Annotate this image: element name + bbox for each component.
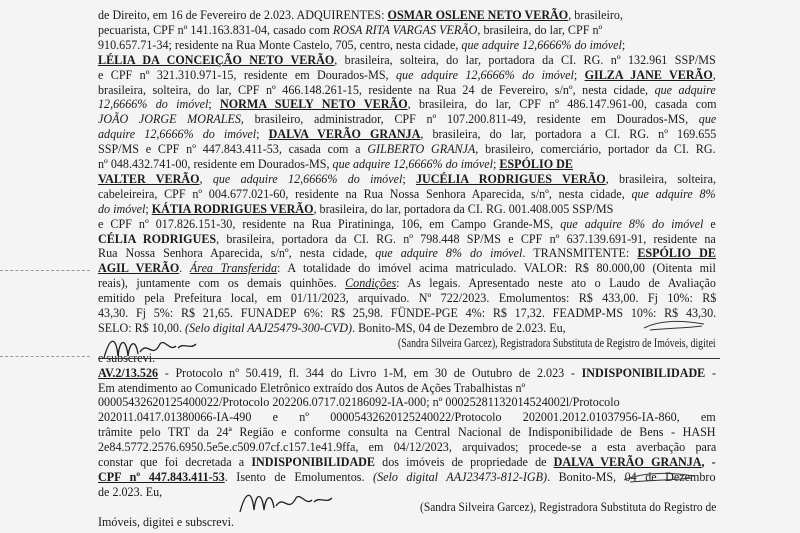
document-line <box>98 113 716 127</box>
text-run: ; <box>573 67 585 82</box>
text-run: - Protocolo nº 50.419, fl. 344 do Livro 1-M, em 30 de Outubro de 2.023 - <box>158 365 582 380</box>
binding-edge-mark <box>0 270 90 271</box>
document-line <box>98 307 716 321</box>
text-run: DALVA VERÃO GRANJA <box>553 455 702 469</box>
text-run: SSP/MS e CPF nº 447.843.411-53, casada com a <box>98 142 368 157</box>
text-run: (Selo digital AAJ23473-812-IGB) <box>373 469 548 484</box>
text-run: KÁTIA RODRIGUES VERÃO <box>151 201 314 216</box>
text-run: (Sandra Silveira Garcez), Registradora Substituta do Registro de <box>420 499 717 514</box>
document-line <box>98 233 716 247</box>
document-line <box>98 218 716 232</box>
document-line <box>98 486 162 500</box>
text-run: , <box>199 171 213 186</box>
handwritten-signature <box>236 482 336 522</box>
text-run: 12,6666% do imóvel <box>98 97 209 112</box>
text-run: INDISPONIBILIDADE <box>251 455 375 469</box>
text-run: do imóvel <box>98 201 146 216</box>
text-run: trâmite pelo TRT da 24ª Região e conforme consulta na Central Nacional de Indisponibilidade de Bens - HASH <box>98 425 716 440</box>
text-run: (Sandra Silveira Garcez), Registradora Substituta de Registro de Imóveis, digitei <box>398 335 716 350</box>
text-run: que adquire 8% do imóvel <box>560 216 704 231</box>
document-line <box>98 277 716 291</box>
text-run: 43,30. Fj 5%: R$ 21,65. FUNADEP 6%: R$ 25,98. FÜNDE-PGE 4%: R$ 17,32. FEADMP-MS 10%: R$ 43,30. <box>98 306 717 320</box>
document-line <box>98 292 716 306</box>
binding-edge-mark <box>0 356 90 357</box>
text-run: que adquire <box>654 82 716 97</box>
document-line <box>98 39 625 53</box>
text-run: CÉLIA RODRIGUES <box>98 231 217 246</box>
document-line <box>98 98 717 112</box>
text-run: LÉLIA DA CONCEIÇÃO NETO VERÃO <box>98 52 335 67</box>
text-run: , brasileira, do lar, CPF nº 486.147.961-00, casada com <box>407 97 717 112</box>
document-line <box>98 9 623 23</box>
text-run: NORMA SUELY NETO VERÃO <box>220 97 408 112</box>
text-run: GILBERTO GRANJA <box>367 142 476 157</box>
text-run: dos imóveis de propriedade de <box>374 455 554 469</box>
text-run: constar que foi decretada a <box>98 455 252 469</box>
document-line <box>398 337 716 351</box>
text-run: AGIL VERÃO <box>98 261 180 276</box>
document-line <box>98 441 716 455</box>
text-run: reais), juntamente com os demais quinhões. <box>98 276 346 291</box>
document-line <box>98 24 602 38</box>
document-line <box>98 54 716 68</box>
text-run: e <box>703 216 716 231</box>
document-line <box>98 382 525 396</box>
text-run: Imóveis, digitei e subscrevi. <box>98 514 235 529</box>
text-run: que adquire 12,6666% do imóvel <box>212 171 403 186</box>
text-run: ROSA RITA VARGAS VERÃO <box>332 22 478 37</box>
document-line <box>420 501 716 515</box>
text-run: que adquire 12,6666% do imóvel <box>461 37 622 52</box>
text-run: - <box>705 365 716 380</box>
document-line <box>98 128 716 142</box>
handwritten-flourish <box>640 316 710 336</box>
text-run: e CPF nº 321.310.971-15, residente em Dourados-MS, <box>98 67 396 82</box>
text-run: . Bonito-MS, 04 de Dezembro <box>547 469 716 484</box>
text-run: JOÃO JORGE MORALES <box>98 112 241 127</box>
text-run: 910.657.71-34; residente na Rua Monte Castelo, 705, centro, nesta cidade, <box>98 37 462 52</box>
text-run: , brasileira, solteira, do lar, portadora da CI. RG. nº 132.961 SSP/MS <box>334 52 716 67</box>
text-run: , brasileira, do lar, CPF nº <box>477 22 603 37</box>
text-run: brasileira, solteira, do lar, CPF nº 466.148.261-15, residente na Rua 24 de Fevereiro, s/nº, nesta cidade, <box>98 82 655 97</box>
text-run: Em atendimento ao Comunicado Eletrônico extraído dos Autos de Ações Trabalhistas nº <box>98 380 526 395</box>
text-run: e CPF nº 017.826.151-30, residente na Rua Piratininga, 106, em Campo Grande-MS, <box>98 216 561 231</box>
text-run: AV.2/13.526 <box>98 365 159 380</box>
text-run: e subscrevi. <box>98 350 156 365</box>
text-run: CPF nº 447.843.411-53 <box>98 469 225 484</box>
text-run: , brasileira, portadora da CI. RG. nº 798.448 SP/MS e CPF nº 637.139.691-91, residente na <box>216 231 716 246</box>
text-run: emitido pela Prefeitura local, em 01/11/2023, arquivado. Nº 722/2023. Emolumentos: R$ 433,00. Fj 10%: R$ <box>98 291 717 306</box>
document-line <box>98 158 573 172</box>
text-run: ; <box>145 201 152 216</box>
text-run: nº 048.432.741-00, residente em Dourados-MS, <box>98 157 333 171</box>
handwritten-signature <box>100 330 200 370</box>
document-line <box>98 247 716 261</box>
text-run: . Bonito-MS, 04 de Dezembro de 2.023. Eu, <box>352 320 566 335</box>
text-run: que adquire 8% do imóvel <box>375 246 523 261</box>
text-run: ; <box>492 157 500 171</box>
text-run: 2e84.5772.2576.6950.5e5e.c509.07cf.c157.1e41.9ffa, em 04/12/2023, arquivados; procede-se a esta averbação para <box>98 440 717 455</box>
document-line <box>98 426 716 440</box>
text-run: ESPÓLIO DE <box>637 246 716 261</box>
text-run: que <box>698 112 717 127</box>
text-run: INDISPONIBILIDADE <box>581 365 706 380</box>
text-run: OSMAR OSLENE NETO VERÃO <box>387 8 569 22</box>
text-run: : A totalidade do imóvel acima matriculado. VALOR: R$ 80.000,00 (Oitenta mil <box>277 261 716 276</box>
text-run: GILZA JANE VERÃO <box>584 67 713 82</box>
text-run: , - <box>701 455 716 469</box>
document-line <box>98 143 716 157</box>
text-run: , brasileiro, administrador, CPF nº 107.200.811-49, residente em Dourados-MS, <box>240 112 699 127</box>
text-run: , brasileiro, <box>568 8 623 22</box>
document-line <box>98 173 716 187</box>
text-run: . Isento de Emolumentos. <box>224 469 374 484</box>
text-run: adquire 12,6666% do imóvel <box>98 127 257 142</box>
document-line <box>98 203 613 217</box>
text-run: DALVA VERÃO GRANJA <box>268 127 421 142</box>
text-run: , brasileira, do lar, portadora a CI. RG. nº 169.655 <box>420 127 717 142</box>
text-run: Área Transferida <box>189 261 278 276</box>
text-run: . <box>179 261 190 276</box>
text-run: Condições <box>345 276 397 291</box>
text-run: pecuarista, CPF nº 141.163.831-04, casado com <box>98 22 333 37</box>
document-line <box>98 188 716 202</box>
text-run: que adquire 12,6666% do imóvel <box>395 67 574 82</box>
text-run: . TRANSMITENTE: <box>522 246 638 261</box>
handwritten-flourish <box>620 468 700 488</box>
text-run: Rua Nossa Senhora Aparecida, s/nº, nesta cidade, <box>98 246 376 261</box>
text-run: de Direito, em 16 de Fevereiro de 2.023. ADQUIRENTES: <box>98 8 388 22</box>
document-line <box>98 262 716 276</box>
text-run: ; <box>621 37 626 52</box>
text-run: , brasileira, do lar, portadora da CI. RG. 001.408.005 SSP/MS <box>313 201 614 216</box>
text-run: ESPÓLIO DE <box>499 157 573 171</box>
text-run: , brasileira, solteira, <box>605 171 716 186</box>
document-line <box>98 516 234 530</box>
text-run: 00005432620125400022/Protocolo 202206.0717.02186092-IA-000; nº 00025281132014524002l/Protocolo <box>98 395 620 410</box>
text-run: ; <box>256 127 269 142</box>
text-run: que adquire 8% <box>631 186 716 201</box>
text-run: ; <box>208 97 221 112</box>
document-line <box>98 411 716 425</box>
text-run: : As legais. Apresentado neste ato o Laudo de Avaliação <box>396 276 716 291</box>
text-run: (Selo digital AAJ25479-300-CVD) <box>185 320 353 335</box>
text-run: cabeleireira, CPF nº 004.677.021-60, residente na Rua Nossa Senhora Aparecida, s/nº, nesta cidade, <box>98 186 632 201</box>
text-run: de 2.023. Eu, <box>98 484 163 499</box>
text-run: , brasileiro, comerciário, portador da CI. RG. <box>475 142 716 157</box>
text-run: que adquire 12,6666% do imóvel <box>332 157 493 171</box>
document-line <box>98 396 620 410</box>
text-run: 202011.0417.01380066-IA-490 e nº 00005432620125240022/Protocolo 202001.2012.01037956-IA-860, em <box>98 410 716 425</box>
document-line <box>98 69 716 83</box>
text-run: ; <box>402 171 416 186</box>
text-run: JUCÉLIA RODRIGUES VERÃO <box>416 171 606 186</box>
text-run: , <box>712 67 716 82</box>
text-run: VALTER VERÃO <box>98 171 200 186</box>
document-line <box>98 84 716 98</box>
text-run: SELO: R$ 10,00. <box>98 320 186 335</box>
